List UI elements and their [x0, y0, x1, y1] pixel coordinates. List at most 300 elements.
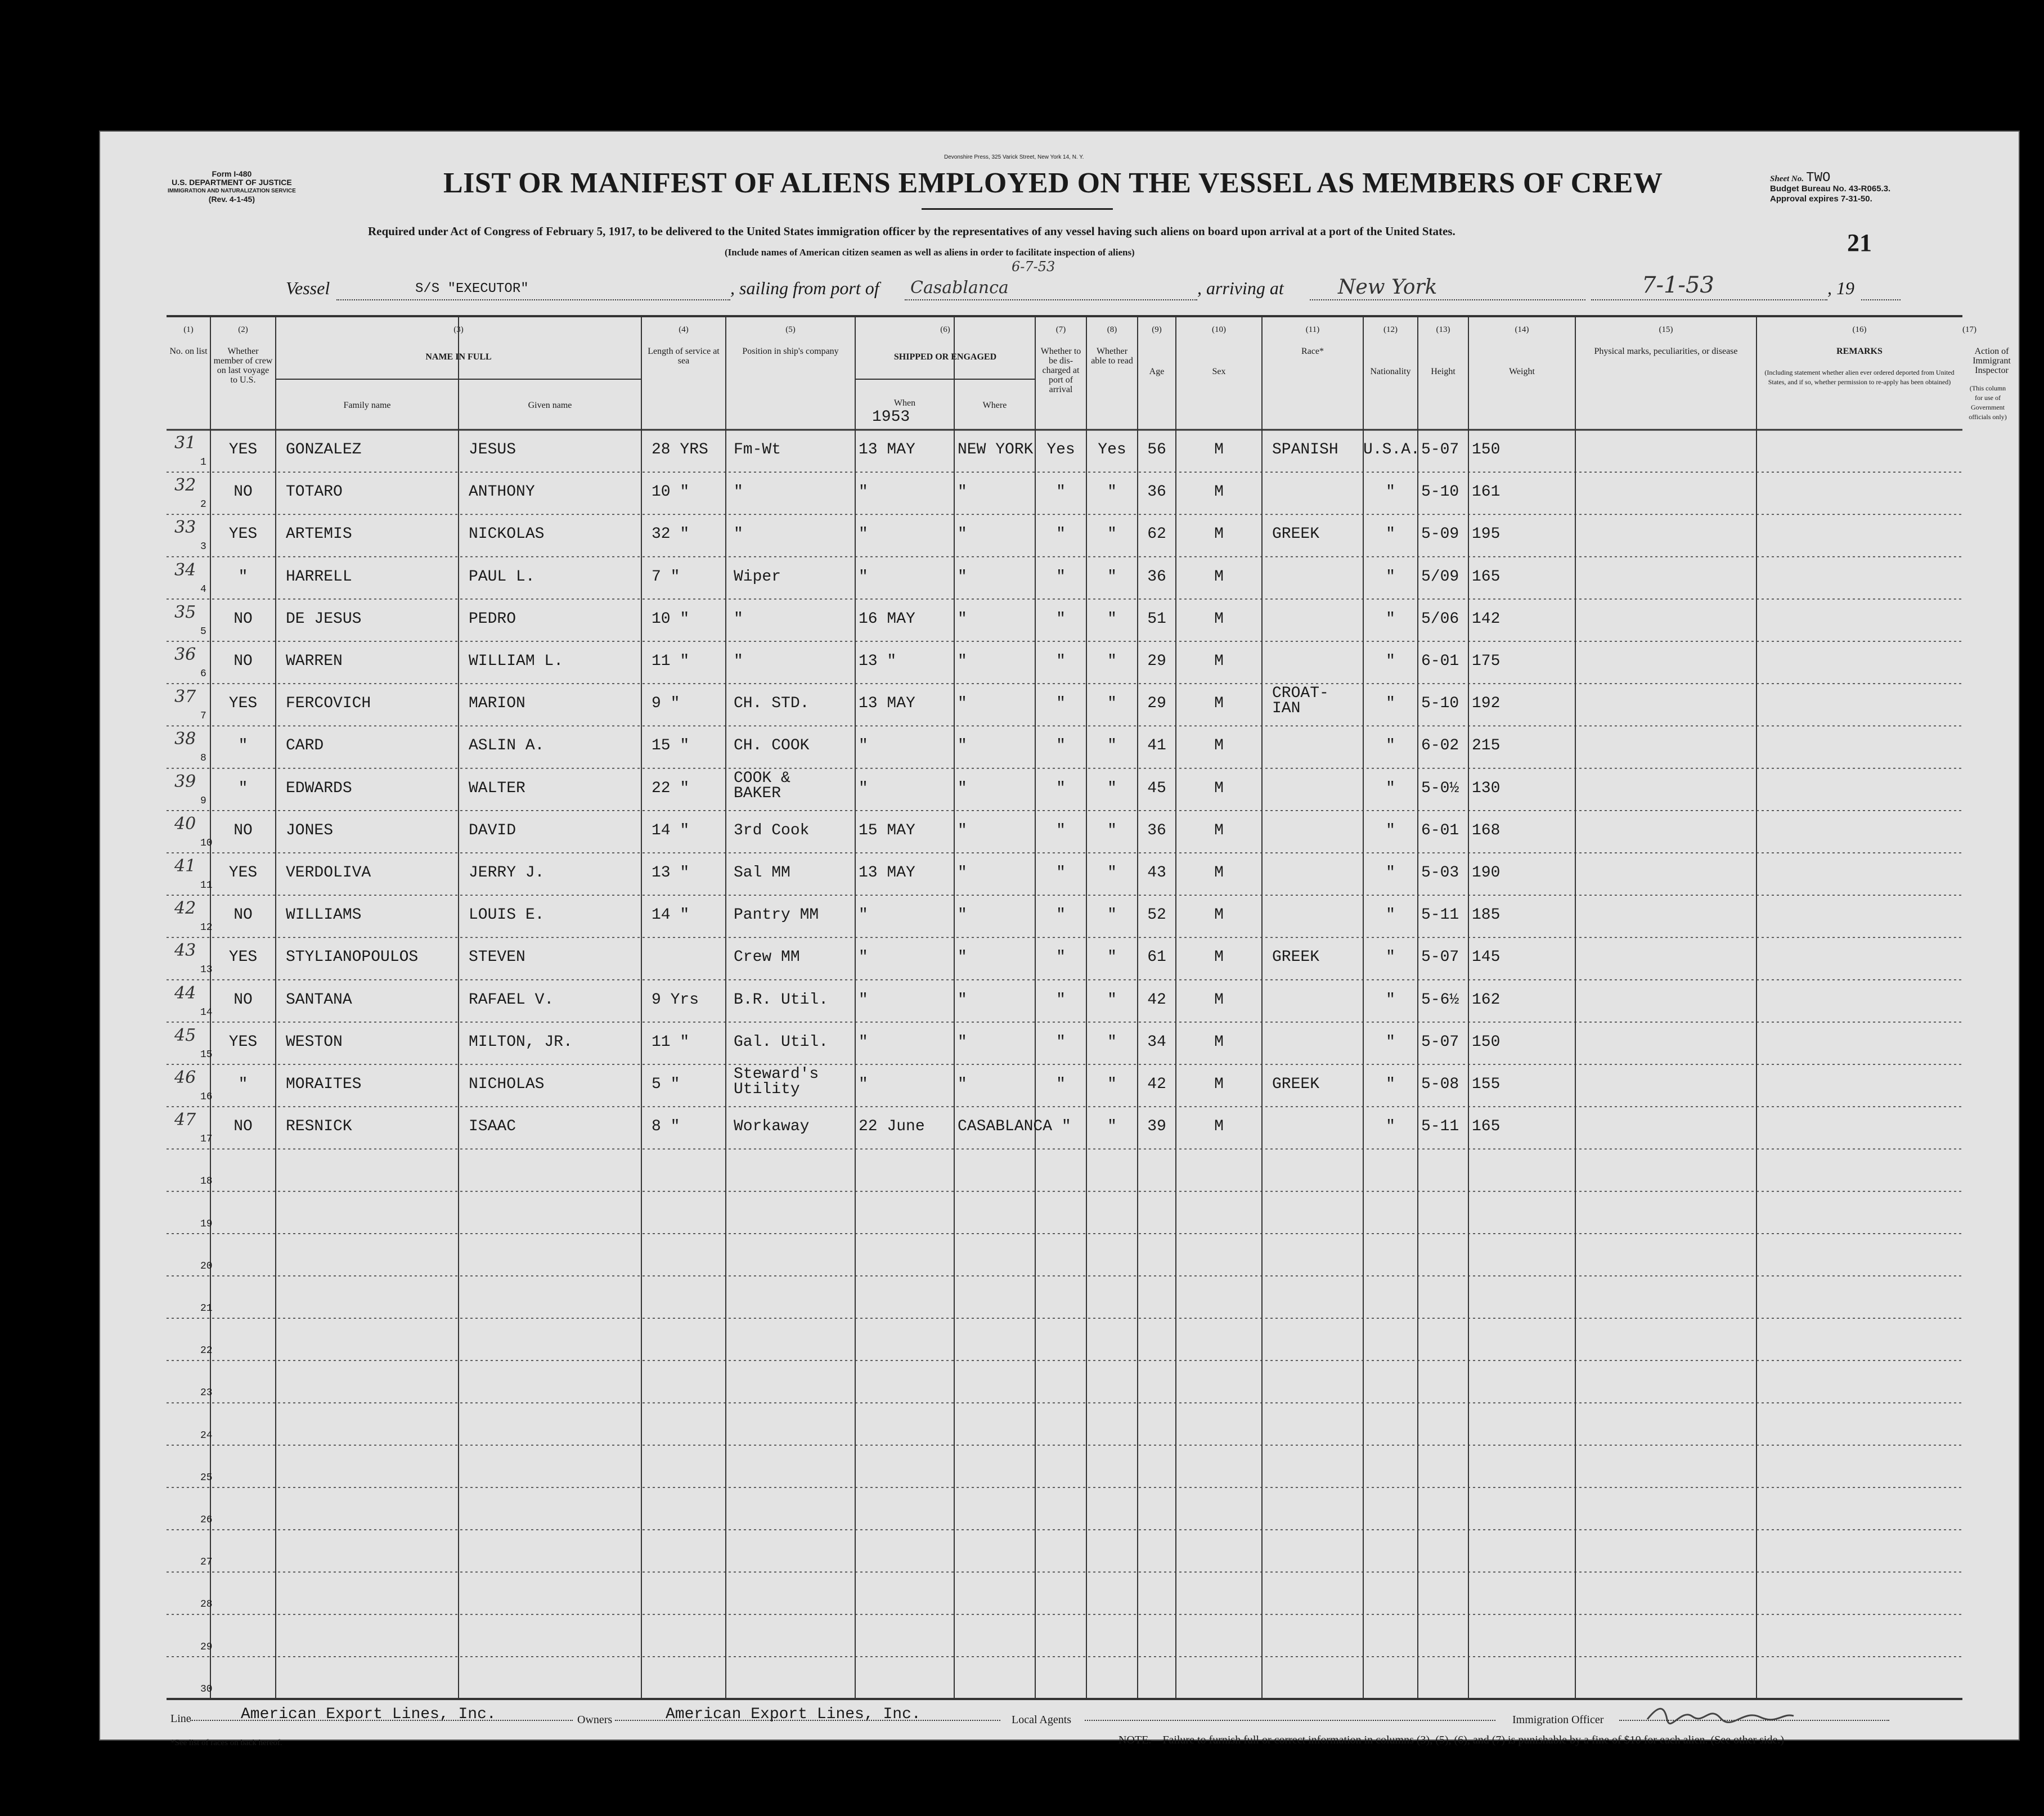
handwritten-list-number: 40: [174, 813, 196, 834]
revision: (Rev. 4-1-45): [208, 195, 255, 204]
cell-read: ": [1107, 1076, 1117, 1093]
cell-disch: ": [1056, 991, 1066, 1009]
cell-age: 51: [1147, 610, 1166, 628]
cell-family: STYLIANOPOULOS: [286, 949, 419, 967]
cell-family: RESNICK: [286, 1118, 352, 1136]
cell-family: SANTANA: [286, 991, 352, 1009]
cell-given: PEDRO: [469, 610, 516, 628]
cell-nat: ": [1386, 610, 1395, 628]
line-number: 4: [200, 583, 206, 595]
page-title: LIST OR MANIFEST OF ALIENS EMPLOYED ON THE VESSEL AS MEMBERS OF CREW: [443, 167, 1663, 199]
cell-family: MORAITES: [286, 1076, 362, 1093]
cell-service: 32 ": [652, 525, 690, 543]
cell-position: COOK & BAKER: [734, 769, 790, 802]
handwritten-list-number: 44: [174, 983, 196, 1003]
cell-race: CROAT- IAN: [1272, 685, 1329, 718]
arrival-date: 7-1-53: [1642, 272, 1714, 298]
cell-disch: ": [1056, 568, 1066, 586]
cell-family: FERCOVICH: [286, 695, 371, 713]
cell-sex: M: [1214, 441, 1224, 459]
cell-where: ": [958, 568, 967, 586]
cell-disch: ": [1056, 653, 1066, 670]
cell-height: 5-07: [1421, 949, 1459, 967]
line-number: 18: [200, 1176, 213, 1188]
cell-given: NICKOLAS: [469, 525, 545, 543]
cell-disch: ": [1056, 779, 1066, 797]
cell-sex: M: [1214, 991, 1224, 1009]
cell-service: 11 ": [652, 653, 690, 670]
line-number: 24: [200, 1430, 213, 1441]
cell-family: WESTON: [286, 1033, 343, 1051]
when-year: 1953: [872, 408, 910, 426]
cell-weight: 161: [1472, 483, 1501, 501]
owners-label: Owners: [577, 1714, 613, 1726]
cell-sex: M: [1214, 737, 1224, 755]
cell-disch: ": [1056, 1076, 1066, 1093]
column-header-17: Action of Immigrant Inspector: [1973, 347, 2011, 375]
cell-race: GREEK: [1272, 525, 1320, 543]
handwritten-list-number: 31: [174, 433, 196, 453]
cell-member: YES: [228, 695, 258, 713]
cell-disch: Yes: [1046, 441, 1075, 459]
agents-field: [1085, 1720, 1495, 1721]
cell-given: DAVID: [469, 821, 516, 839]
cell-sex: M: [1214, 610, 1224, 628]
handwritten-list-number: 37: [174, 687, 196, 707]
cell-given: PAUL L.: [469, 568, 535, 586]
cell-read: ": [1107, 1118, 1117, 1136]
cell-member: YES: [228, 441, 258, 459]
cell-disch: ": [1056, 949, 1066, 967]
cell-when: 13 MAY: [859, 695, 915, 713]
cell-weight: 192: [1472, 695, 1501, 713]
cell-given: LOUIS E.: [469, 906, 545, 924]
penalty-note: NOTE.—Failure to furnish full or correct information in columns (3), (5), (6), and (7) is punishable by a fine of $10 for each alien. (See other side.): [1118, 1734, 1784, 1746]
handwritten-list-number: 34: [174, 560, 196, 580]
races-note: *See list of races on back hereof.: [170, 1738, 282, 1747]
cell-nat: ": [1386, 949, 1395, 967]
inspector-note: (This column for use of Government officials only): [1969, 384, 2007, 421]
cell-disch: ": [1056, 695, 1066, 713]
cell-member: ": [238, 779, 248, 797]
cell-position: Gal. Util.: [734, 1033, 829, 1051]
cell-family: CARD: [286, 737, 324, 755]
cell-service: 8 ": [652, 1118, 680, 1136]
cell-read: ": [1107, 906, 1117, 924]
sailing-date-note: 6-7-53: [1012, 259, 1055, 275]
line-number: 21: [200, 1303, 213, 1314]
cell-given: MILTON, JR.: [469, 1033, 573, 1051]
cell-read: ": [1107, 737, 1117, 755]
cell-sex: M: [1214, 821, 1224, 839]
family-name-header: Family name: [343, 401, 391, 410]
cell-read: Yes: [1098, 441, 1126, 459]
cell-family: WILLIAMS: [286, 906, 362, 924]
handwritten-list-number: 33: [174, 518, 196, 538]
cell-weight: 165: [1472, 1118, 1501, 1136]
line-number: 23: [200, 1387, 213, 1399]
cell-where: CASABLANCA ": [958, 1118, 1071, 1136]
column-number-16: (16): [1852, 325, 1867, 334]
vessel-value: S/S "EXECUTOR": [415, 281, 529, 296]
cell-disch: ": [1056, 525, 1066, 543]
cell-sex: M: [1214, 695, 1224, 713]
cell-position: Steward's Utility: [734, 1066, 819, 1098]
cell-age: 45: [1147, 779, 1166, 797]
cell-nat: ": [1386, 737, 1395, 755]
cell-age: 43: [1147, 864, 1166, 882]
cell-weight: 195: [1472, 525, 1501, 543]
cell-family: JONES: [286, 821, 334, 839]
cell-nat: ": [1386, 821, 1395, 839]
cell-given: RAFAEL V.: [469, 991, 554, 1009]
line-label: Line: [170, 1712, 191, 1725]
cell-age: 52: [1147, 906, 1166, 924]
column-header-2: Whether member of crew on last voyage to U.S.: [213, 347, 273, 385]
cell-read: ": [1107, 949, 1117, 967]
line-number: 30: [200, 1683, 213, 1695]
cell-member: ": [238, 568, 248, 586]
officer-signature: [1642, 1702, 1799, 1725]
cell-member: YES: [228, 949, 258, 967]
cell-age: 29: [1147, 695, 1166, 713]
cell-when: 13 MAY: [859, 864, 915, 882]
cell-height: 6-01: [1421, 653, 1459, 670]
cell-nat: ": [1386, 991, 1395, 1009]
cell-family: ARTEMIS: [286, 525, 352, 543]
cell-age: 36: [1147, 568, 1166, 586]
cell-service: 10 ": [652, 483, 690, 501]
cell-weight: 175: [1472, 653, 1501, 670]
cell-nat: ": [1386, 1076, 1395, 1093]
cell-where: ": [958, 864, 967, 882]
cell-weight: 142: [1472, 610, 1501, 628]
cell-member: ": [238, 737, 248, 755]
cell-height: 5-07: [1421, 1033, 1459, 1051]
cell-service: 15 ": [652, 737, 690, 755]
cell-family: WARREN: [286, 653, 343, 670]
cell-member: YES: [228, 864, 258, 882]
cell-when: ": [859, 906, 868, 924]
cell-read: ": [1107, 483, 1117, 501]
column-number-7: (7): [1055, 325, 1066, 334]
line-number: 10: [200, 837, 213, 849]
cell-when: 13 ": [859, 653, 897, 670]
cell-position: B.R. Util.: [734, 991, 829, 1009]
cell-where: ": [958, 949, 967, 967]
cell-height: 5-6½: [1421, 991, 1459, 1009]
line-number: 26: [200, 1514, 213, 1526]
cell-position: Crew MM: [734, 949, 800, 967]
line-number: 17: [200, 1134, 213, 1145]
line-number: 29: [200, 1641, 213, 1653]
cell-service: 11 ": [652, 1033, 690, 1051]
include-note: (Include names of American citizen seamen as well as aliens in order to facilitate inspection of aliens): [725, 247, 1135, 258]
cell-service: 7 ": [652, 568, 680, 586]
cell-read: ": [1107, 991, 1117, 1009]
line-number: 7: [200, 711, 206, 722]
cell-sex: M: [1214, 779, 1224, 797]
cell-where: ": [958, 906, 967, 924]
cell-height: 5-10: [1421, 483, 1459, 501]
cell-when: ": [859, 991, 868, 1009]
cell-where: ": [958, 991, 967, 1009]
column-number-5: (5): [785, 325, 796, 334]
cell-nat: ": [1386, 525, 1395, 543]
handwritten-list-number: 46: [174, 1068, 196, 1087]
cell-height: 5-11: [1421, 1118, 1459, 1136]
cell-read: ": [1107, 568, 1117, 586]
handwritten-list-number: 41: [174, 856, 196, 876]
line-number: 2: [200, 499, 206, 511]
cell-service: 22 ": [652, 779, 690, 797]
handwritten-list-number: 42: [174, 898, 196, 919]
department: U.S. DEPARTMENT OF JUSTICE: [172, 178, 292, 187]
sheet-number: TWO: [1806, 170, 1831, 186]
handwritten-list-number: 32: [174, 475, 196, 496]
handwritten-list-number: 43: [174, 941, 196, 961]
cell-when: ": [859, 1076, 868, 1093]
cell-disch: ": [1056, 1033, 1066, 1051]
cell-family: HARRELL: [286, 568, 352, 586]
column-number-11: (11): [1305, 325, 1320, 334]
column-number-9: (9): [1152, 325, 1162, 334]
vessel-label: Vessel: [286, 278, 330, 298]
given-name-header: Given name: [528, 401, 572, 410]
cell-when: ": [859, 949, 868, 967]
cell-read: ": [1107, 525, 1117, 543]
cell-given: JERRY J.: [469, 864, 545, 882]
line-value: American Export Lines, Inc.: [241, 1706, 496, 1723]
cell-where: ": [958, 525, 967, 543]
cell-position: Workaway: [734, 1118, 810, 1136]
cell-service: 28 YRS: [652, 441, 708, 459]
column-header-11: Race*: [1301, 347, 1324, 356]
line-number: 9: [200, 795, 206, 807]
cell-member: NO: [233, 906, 253, 924]
line-number: 12: [200, 922, 213, 934]
cell-sex: M: [1214, 906, 1224, 924]
cell-service: 9 Yrs: [652, 991, 699, 1009]
cell-position: ": [734, 525, 743, 543]
cell-position: Sal MM: [734, 864, 790, 882]
cell-member: NO: [233, 991, 253, 1009]
line-number: 6: [200, 668, 206, 680]
cell-sex: M: [1214, 1076, 1224, 1093]
cell-height: 5-09: [1421, 525, 1459, 543]
cell-height: 6-01: [1421, 821, 1459, 839]
cell-age: 36: [1147, 483, 1166, 501]
column-header-14: Weight: [1509, 367, 1535, 376]
cell-given: ANTHONY: [469, 483, 535, 501]
cell-weight: 162: [1472, 991, 1501, 1009]
column-number-15: (15): [1659, 325, 1673, 334]
cell-weight: 150: [1472, 1033, 1501, 1051]
cell-service: 9 ": [652, 695, 680, 713]
cell-service: 13 ": [652, 864, 690, 882]
cell-given: MARION: [469, 695, 525, 713]
cell-position: CH. COOK: [734, 737, 810, 755]
cell-service: 14 ": [652, 821, 690, 839]
cell-disch: ": [1056, 821, 1066, 839]
cell-disch: ": [1056, 483, 1066, 501]
cell-family: EDWARDS: [286, 779, 352, 797]
cell-nat: ": [1386, 695, 1395, 713]
cell-when: ": [859, 737, 868, 755]
cell-height: 5/09: [1421, 568, 1459, 586]
cell-given: JESUS: [469, 441, 516, 459]
cell-nat: ": [1386, 1033, 1395, 1051]
line-number: 11: [200, 880, 213, 891]
cell-read: ": [1107, 779, 1117, 797]
cell-member: NO: [233, 1118, 253, 1136]
cell-family: DE JESUS: [286, 610, 362, 628]
column-header-4: Length of service at sea: [648, 347, 720, 366]
column-header-16: REMARKS: [1836, 347, 1883, 356]
cell-where: ": [958, 653, 967, 670]
cell-read: ": [1107, 864, 1117, 882]
cell-weight: 130: [1472, 779, 1501, 797]
officer-label: Immigration Officer: [1512, 1714, 1604, 1726]
cell-where: ": [958, 779, 967, 797]
cell-when: ": [859, 525, 868, 543]
column-header-7: Whether to be dis-charged at port of arrival: [1040, 347, 1081, 394]
cell-weight: 168: [1472, 821, 1501, 839]
column-header-9: Age: [1149, 367, 1165, 376]
column-header-8: Whether able to read: [1091, 347, 1133, 366]
cell-age: 61: [1147, 949, 1166, 967]
cell-when: ": [859, 1033, 868, 1051]
cell-when: ": [859, 483, 868, 501]
column-header-15: Physical marks, peculiarities, or disease: [1594, 347, 1738, 356]
line-number: 5: [200, 626, 206, 637]
column-number-13: (13): [1436, 325, 1450, 334]
cell-age: 62: [1147, 525, 1166, 543]
cell-read: ": [1107, 1033, 1117, 1051]
cell-nat: ": [1386, 906, 1395, 924]
column-number-1: (1): [183, 325, 194, 334]
cell-weight: 150: [1472, 441, 1501, 459]
line-number: 15: [200, 1049, 213, 1060]
cell-age: 42: [1147, 1076, 1166, 1093]
cell-when: 15 MAY: [859, 821, 915, 839]
handwritten-list-number: 36: [174, 645, 196, 664]
line-number: 16: [200, 1091, 213, 1103]
cell-family: GONZALEZ: [286, 441, 362, 459]
remarks-note: (Including statement whether alien ever ordered deported from United States, and if so, whether permission to re-apply has been obtained): [1764, 368, 1955, 386]
where-header: Where: [982, 401, 1007, 410]
cell-height: 5-08: [1421, 1076, 1459, 1093]
cell-sex: M: [1214, 1118, 1224, 1136]
cell-service: 5 ": [652, 1076, 680, 1093]
handwritten-list-number: 45: [174, 1025, 196, 1045]
line-number: 20: [200, 1260, 213, 1272]
cell-position: Wiper: [734, 568, 781, 586]
cell-read: ": [1107, 610, 1117, 628]
cell-height: 5-10: [1421, 695, 1459, 713]
cell-position: 3rd Cook: [734, 821, 810, 839]
line-number: 1: [200, 457, 206, 468]
cell-given: ISAAC: [469, 1118, 516, 1136]
cell-member: NO: [233, 610, 253, 628]
column-header-3: NAME IN FULL: [425, 352, 492, 362]
cell-position: Fm-Wt: [734, 441, 781, 459]
cell-disch: ": [1056, 737, 1066, 755]
cell-given: STEVEN: [469, 949, 525, 967]
cell-age: 29: [1147, 653, 1166, 670]
required-statement: Required under Act of Congress of February 5, 1917, to be delivered to the United States immigration officer by the representatives of any vessel having such aliens on board upon arrival at a port of the United States.: [368, 224, 1455, 238]
cell-sex: M: [1214, 864, 1224, 882]
column-number-8: (8): [1107, 325, 1117, 334]
line-number: 22: [200, 1345, 213, 1357]
cell-age: 42: [1147, 991, 1166, 1009]
cell-sex: M: [1214, 568, 1224, 586]
sheet-label: Sheet No.: [1770, 174, 1804, 183]
cell-sex: M: [1214, 653, 1224, 670]
cell-read: ": [1107, 653, 1117, 670]
cell-height: 5-11: [1421, 906, 1459, 924]
cell-nat: ": [1386, 864, 1395, 882]
cell-when: 22 June: [859, 1118, 925, 1136]
cell-sex: M: [1214, 949, 1224, 967]
approval-expiry: Approval expires 7-31-50.: [1770, 194, 1872, 204]
cell-race: SPANISH: [1272, 441, 1338, 459]
cell-height: 5-0½: [1421, 779, 1459, 797]
cell-where: NEW YORK: [958, 441, 1034, 459]
cell-family: TOTARO: [286, 483, 343, 501]
line-number: 19: [200, 1218, 213, 1230]
arriving-port: New York: [1338, 276, 1437, 299]
cell-position: CH. STD.: [734, 695, 810, 713]
cell-when: 16 MAY: [859, 610, 915, 628]
cell-where: ": [958, 737, 967, 755]
cell-height: 5/06: [1421, 610, 1459, 628]
column-header-13: Height: [1431, 367, 1455, 376]
cell-disch: ": [1056, 864, 1066, 882]
column-number-10: (10): [1212, 325, 1226, 334]
line-number: 14: [200, 1006, 213, 1018]
manifest-sheet: [99, 131, 2020, 1747]
budget-number: Budget Bureau No. 43-R065.3.: [1770, 184, 1891, 194]
arriving-label: , arriving at: [1197, 278, 1284, 298]
cell-sex: M: [1214, 525, 1224, 543]
cell-given: NICHOLAS: [469, 1076, 545, 1093]
cell-member: NO: [233, 483, 253, 501]
cell-given: WILLIAM L.: [469, 653, 564, 670]
cell-position: ": [734, 483, 743, 501]
cell-member: NO: [233, 821, 253, 839]
cell-nat: ": [1386, 483, 1395, 501]
line-number: 25: [200, 1472, 213, 1484]
cell-race: GREEK: [1272, 1076, 1320, 1093]
line-number: 27: [200, 1557, 213, 1568]
cell-service: 14 ": [652, 906, 690, 924]
cell-member: YES: [228, 525, 258, 543]
column-header-5: Position in ship's company: [742, 347, 839, 356]
cell-height: 5-07: [1421, 441, 1459, 459]
cell-sex: M: [1214, 483, 1224, 501]
column-number-2: (2): [238, 325, 248, 334]
cell-where: ": [958, 483, 967, 501]
cell-weight: 215: [1472, 737, 1501, 755]
cell-member: YES: [228, 1033, 258, 1051]
printer-credit: Devonshire Press, 325 Varick Street, New York 14, N. Y.: [944, 154, 1084, 160]
cell-given: WALTER: [469, 779, 525, 797]
cell-nat: ": [1386, 1118, 1395, 1136]
cell-when: ": [859, 568, 868, 586]
cell-where: ": [958, 1076, 967, 1093]
cell-where: ": [958, 821, 967, 839]
